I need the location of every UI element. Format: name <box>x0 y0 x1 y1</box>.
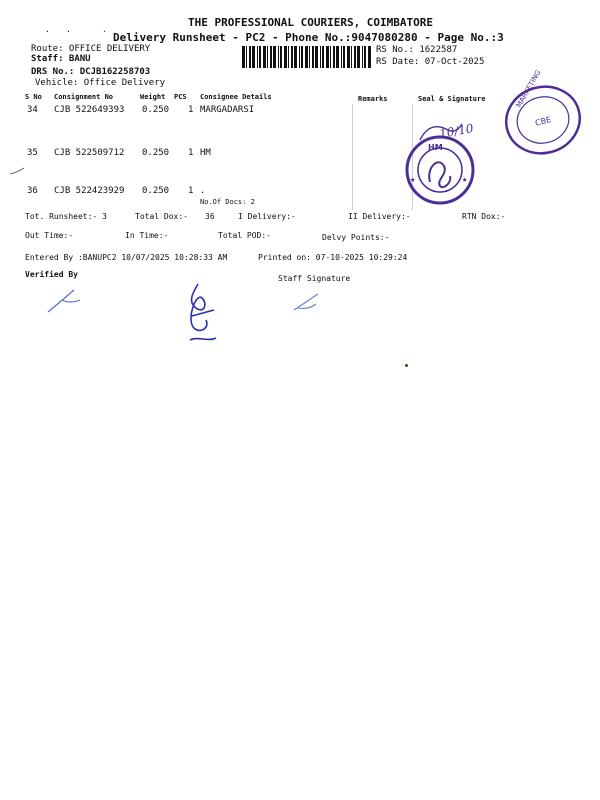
col-seal: Seal & Signature <box>418 95 486 103</box>
barcode-bar <box>252 46 255 68</box>
staff-signature <box>290 288 340 318</box>
col-pcs: PCS <box>174 93 187 101</box>
row-consignee: HM <box>200 148 211 158</box>
barcode-bar <box>284 46 287 68</box>
row-weight: 0.250 <box>142 148 170 158</box>
barcode-bar <box>242 46 245 68</box>
total-dox-value: 36 <box>205 212 215 221</box>
barcode-bar <box>333 46 335 68</box>
in-time: In Time:- <box>125 231 169 240</box>
scan-dot: · <box>45 27 50 36</box>
barcode-bar <box>368 46 371 68</box>
barcode-bar <box>299 46 300 68</box>
runsheet-title: Delivery Runsheet - PC2 - Phone No.:9047080280 - Page No.:3 <box>113 31 504 44</box>
barcode-bar <box>246 46 247 68</box>
handwritten-signature <box>180 280 230 350</box>
barcode-bar <box>259 46 261 68</box>
row-consignee: MARGADARSI <box>200 105 255 115</box>
row-consignment: CJB 522509712 <box>54 148 125 158</box>
row-pcs: 1 <box>188 105 194 115</box>
row-sno: 34 <box>27 105 38 115</box>
row-pcs: 1 <box>188 186 194 196</box>
staff-signature-label: Staff Signature <box>278 274 351 283</box>
company-title: THE PROFESSIONAL COURIERS, COIMBATORE <box>188 16 434 29</box>
barcode-bar <box>326 46 329 68</box>
total-pod: Total POD:- <box>218 231 271 240</box>
barcode-bar <box>351 46 352 68</box>
barcode-bar <box>330 46 331 68</box>
delvy-points: Delvy Points:- <box>322 233 390 242</box>
barcode-bar <box>312 46 314 68</box>
out-time: Out Time:- <box>25 231 74 240</box>
barcode-bar <box>273 46 276 68</box>
barcode-bar <box>343 46 345 68</box>
row-pcs: 1 <box>188 148 194 158</box>
scan-dot: · <box>66 27 71 36</box>
barcode-bar <box>364 46 366 68</box>
printed-on: Printed on: 07-10-2025 10:29:24 <box>258 253 408 262</box>
col-weight: Weight <box>140 93 166 101</box>
company-seal <box>499 69 588 162</box>
barcode-bar <box>309 46 310 68</box>
barcode-bar <box>280 46 282 68</box>
drs-number: DRS No.: DCJB162258703 <box>31 67 151 77</box>
verified-by: Verified By <box>25 270 78 279</box>
seal-outer-text: MARKETING <box>514 68 543 109</box>
ii-delivery: II Delivery:- <box>348 212 411 221</box>
delivery-stamp <box>400 68 600 210</box>
barcode-bar <box>301 46 303 68</box>
barcode-bar <box>305 46 308 68</box>
round-stamp <box>407 137 473 203</box>
row-weight: 0.250 <box>142 186 170 196</box>
seal-inner-text: CBE <box>534 115 553 128</box>
barcode-bar <box>322 46 324 68</box>
barcode-bar <box>294 46 297 68</box>
barcode-bar <box>357 46 360 68</box>
col-consignee: Consignee Details <box>200 93 272 101</box>
barcode-bar <box>354 46 356 68</box>
svg-text:★: ★ <box>410 175 416 185</box>
staff-label: Staff: BANU <box>31 54 91 64</box>
vehicle-label: Vehicle: Office Delivery <box>35 78 166 88</box>
stray-mark <box>8 166 28 186</box>
no-of-docs: No.Of Docs: 2 <box>200 198 255 206</box>
row-consignee: . <box>200 186 206 196</box>
col-sno: S No <box>25 93 42 101</box>
col-remarks: Remarks <box>358 95 388 103</box>
rs-date: RS Date: 07-Oct-2025 <box>376 57 485 67</box>
barcode-bar <box>362 46 363 68</box>
row-weight: 0.250 <box>142 105 170 115</box>
barcode-bar <box>315 46 318 68</box>
barcode-bar <box>288 46 289 68</box>
barcode-bar <box>341 46 342 68</box>
barcode-bar <box>336 46 339 68</box>
rtn-dox: RTN Dox:- <box>462 212 506 221</box>
rs-number: RS No.: 1622587 <box>376 45 458 55</box>
barcode-bar <box>278 46 279 68</box>
col-consignment: Consignment No <box>54 93 114 101</box>
row-consignment: CJB 522649393 <box>54 105 125 115</box>
barcode-bar <box>249 46 251 68</box>
barcode-bar <box>267 46 268 68</box>
row-consignment: CJB 522423929 <box>54 186 125 196</box>
barcode-bar <box>257 46 258 68</box>
entered-by: Entered By :BANUPC2 10/07/2025 10:28:33 AM <box>25 253 228 262</box>
row-sno: 35 <box>27 148 38 158</box>
i-delivery: I Delivery:- <box>238 212 296 221</box>
barcode-bar <box>270 46 272 68</box>
row-sno: 36 <box>27 186 38 196</box>
total-dox-label: Total Dox:- <box>135 212 188 221</box>
barcode <box>242 46 374 68</box>
handwritten-date: 10/10 <box>438 121 475 141</box>
barcode-bar <box>291 46 293 68</box>
verifier-signature <box>40 282 100 322</box>
svg-text:★: ★ <box>462 175 468 185</box>
tot-runsheet: Tot. Runsheet:- 3 <box>25 212 107 221</box>
route-label: Route: OFFICE DELIVERY <box>31 44 151 54</box>
barcode-bar <box>347 46 350 68</box>
scan-speck <box>405 364 408 367</box>
barcode-bar <box>263 46 266 68</box>
scan-dot: · <box>102 27 107 36</box>
round-stamp-text: HM <box>428 143 443 152</box>
column-divider <box>352 104 353 210</box>
barcode-bar <box>320 46 321 68</box>
